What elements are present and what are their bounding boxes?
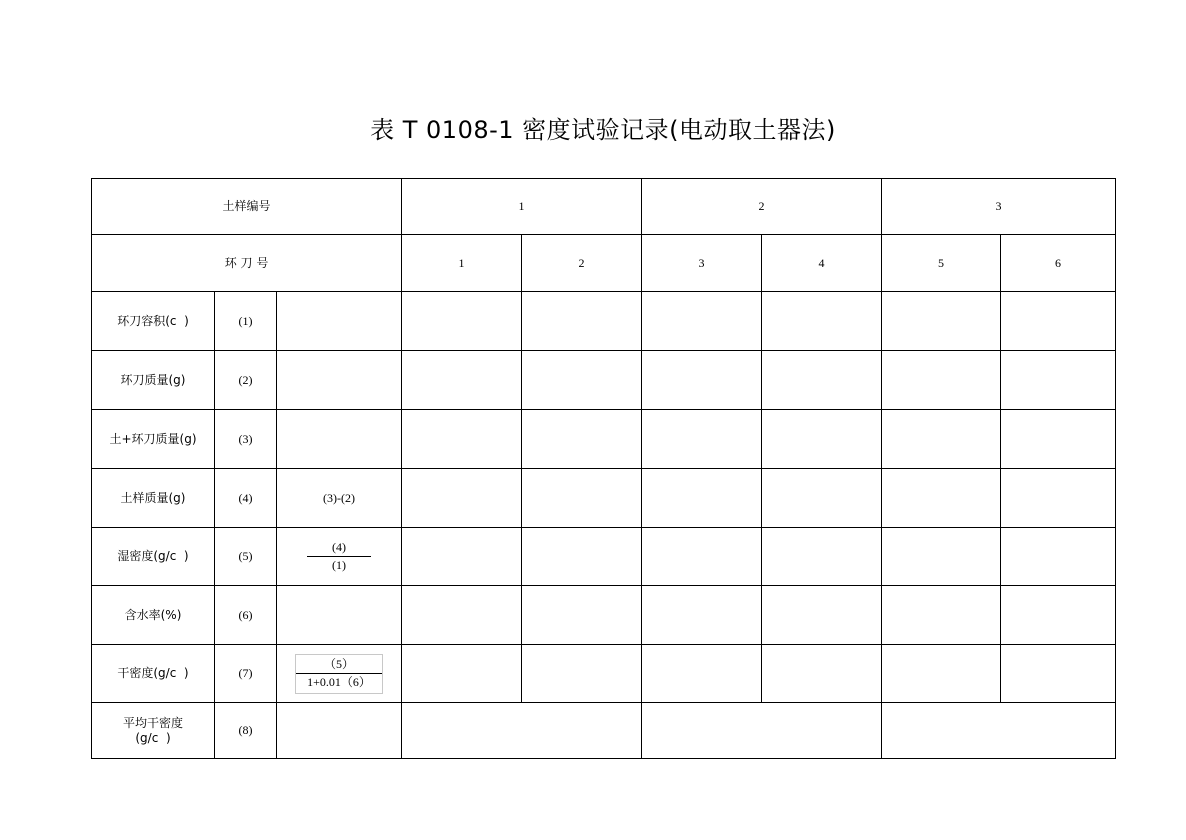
data-cell — [522, 586, 642, 645]
row-label: 平均干密度 (g/c ) — [92, 703, 215, 759]
row-label: 湿密度(g/c ) — [92, 528, 215, 586]
data-cell — [882, 645, 1001, 703]
row-label: 环刀质量(g) — [92, 351, 215, 410]
row-label: 干密度(g/c ) — [92, 645, 215, 703]
data-cell — [762, 292, 882, 351]
ring-number-row — [92, 235, 1116, 292]
sample-number-label: 土样编号 — [92, 179, 402, 235]
ring-number-2: 2 — [522, 235, 642, 292]
ring-number-5: 5 — [882, 235, 1001, 292]
data-cell-merged — [642, 703, 882, 759]
ring-number-6: 6 — [1001, 235, 1116, 292]
data-cell — [1001, 528, 1116, 586]
fraction-numerator: (4) — [307, 540, 371, 557]
table-row — [92, 703, 1116, 759]
density-test-record-table — [91, 178, 1116, 759]
data-cell — [522, 469, 642, 528]
sample-number-3: 3 — [882, 179, 1116, 235]
sample-number-row — [92, 179, 1116, 235]
data-cell — [642, 645, 762, 703]
data-cell — [882, 469, 1001, 528]
data-cell — [1001, 469, 1116, 528]
row-code: (4) — [215, 469, 277, 528]
data-cell — [402, 351, 522, 410]
data-cell — [762, 645, 882, 703]
data-cell — [1001, 351, 1116, 410]
ring-number-3: 3 — [642, 235, 762, 292]
data-cell — [762, 469, 882, 528]
data-cell — [882, 586, 1001, 645]
row-formula — [277, 351, 402, 410]
data-cell — [762, 586, 882, 645]
data-cell — [882, 528, 1001, 586]
table-row — [92, 586, 1116, 645]
data-cell — [882, 351, 1001, 410]
data-cell — [882, 292, 1001, 351]
data-cell — [1001, 586, 1116, 645]
data-cell — [1001, 410, 1116, 469]
formula-fraction — [307, 540, 371, 573]
data-cell — [762, 410, 882, 469]
row-label: 环刀容积(c ) — [92, 292, 215, 351]
table-row — [92, 410, 1116, 469]
data-cell — [402, 528, 522, 586]
data-cell — [522, 410, 642, 469]
row-formula — [277, 645, 402, 703]
sample-number-2: 2 — [642, 179, 882, 235]
document-title: 表 T 0108-1 密度试验记录(电动取土器法) — [370, 116, 836, 144]
row-formula — [277, 703, 402, 759]
data-cell — [642, 351, 762, 410]
data-cell — [642, 586, 762, 645]
data-cell — [402, 645, 522, 703]
row-label: 含水率(%) — [92, 586, 215, 645]
row-code: (2) — [215, 351, 277, 410]
row-formula — [277, 528, 402, 586]
row-code: (6) — [215, 586, 277, 645]
row-formula — [277, 410, 402, 469]
row-code: (1) — [215, 292, 277, 351]
table-row — [92, 469, 1116, 528]
data-cell — [402, 292, 522, 351]
row-label: 土+环刀质量(g) — [92, 410, 215, 469]
data-cell — [642, 292, 762, 351]
fraction-numerator: （5） — [296, 657, 382, 674]
row-label: 土样质量(g) — [92, 469, 215, 528]
data-cell — [522, 528, 642, 586]
data-cell — [1001, 292, 1116, 351]
data-cell — [522, 292, 642, 351]
table-row — [92, 292, 1116, 351]
row-formula — [277, 292, 402, 351]
data-cell — [402, 469, 522, 528]
row-formula: (3)-(2) — [277, 469, 402, 528]
row-code: (3) — [215, 410, 277, 469]
data-cell — [522, 645, 642, 703]
ring-number-1: 1 — [402, 235, 522, 292]
data-cell — [522, 351, 642, 410]
formula-fraction — [295, 654, 383, 694]
fraction-denominator: (1) — [332, 558, 347, 572]
table-row — [92, 351, 1116, 410]
row-formula — [277, 586, 402, 645]
data-cell-merged — [402, 703, 642, 759]
data-cell — [642, 528, 762, 586]
table-row — [92, 528, 1116, 586]
sample-number-1: 1 — [402, 179, 642, 235]
row-code: (5) — [215, 528, 277, 586]
table-row — [92, 645, 1116, 703]
data-cell — [402, 410, 522, 469]
ring-number-label: 环 刀 号 — [92, 235, 402, 292]
data-cell — [1001, 645, 1116, 703]
row-code: (8) — [215, 703, 277, 759]
fraction-denominator: 1+0.01（6） — [307, 674, 371, 689]
data-cell-merged — [882, 703, 1116, 759]
row-code: (7) — [215, 645, 277, 703]
ring-number-4: 4 — [762, 235, 882, 292]
data-cell — [762, 351, 882, 410]
data-cell — [762, 528, 882, 586]
data-cell — [882, 410, 1001, 469]
data-cell — [402, 586, 522, 645]
data-cell — [642, 469, 762, 528]
data-cell — [642, 410, 762, 469]
